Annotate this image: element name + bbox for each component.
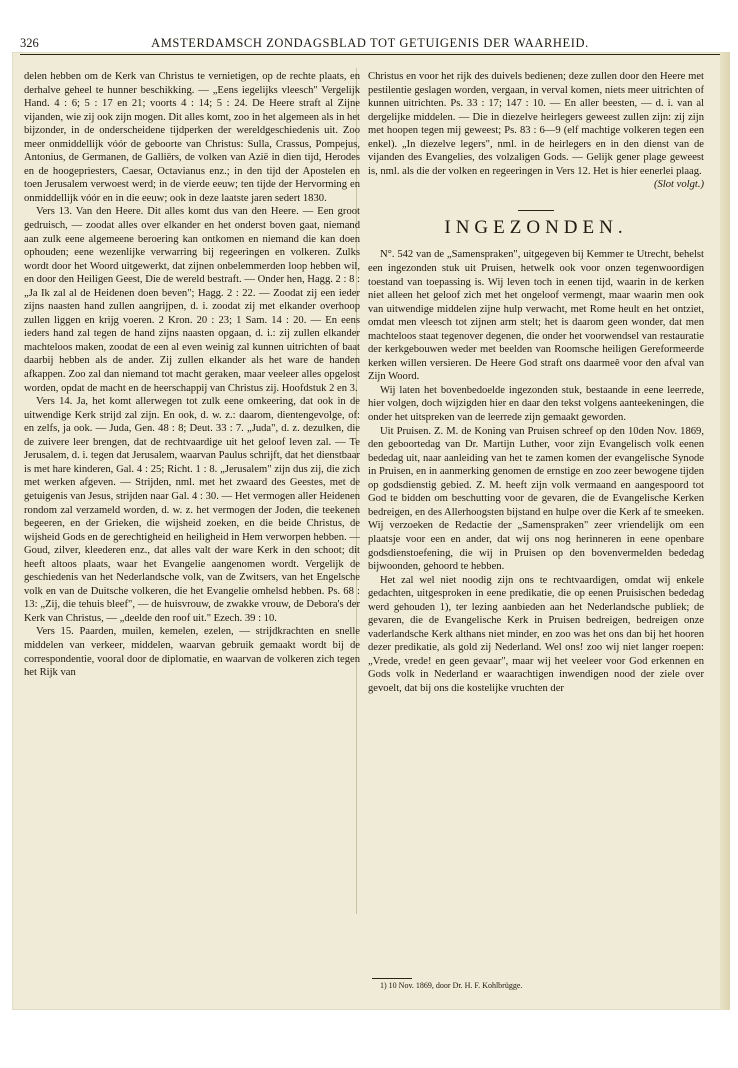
paragraph: Wij laten het bovenbedoelde ingezonden stuk, bestaande in eene leerrede, hier volgen, doch wijzigden hier en daar den tekst volgens aanteekeningen, die onder het uitspreken van de leerrede zijn gemaakt geworden.	[368, 384, 704, 424]
to-be-continued: (Slot volgt.)	[653, 179, 704, 191]
page-number: 326	[20, 36, 39, 50]
paragraph: Vers 13. Van den Heere. Dit alles komt dus van den Heere. — Een groot gedruisch, — zoodat alles over elkander en het onderst boven gaat, niemand aan zulk eene algemeene beroering kan ontkomen en niemand die kan doen ophouden; eene wezenlijke verwarring bij regeeringen en volkeren. Zulks wordt door het Woord uitgewerkt, dat zijnen onbelemmerden loop hebben wil, en door den Heiligen Geest, Die de wereld bestraft. — Onder hen, Hagg. 2 : 8 : „Ja Ik zal al de Heidenen doen beven"; Hagg. 2 : 22. — Zoodat zij een ieder zijns naasten hand zullen aangrijpen, d. i. zoodat zij met elkander overhoop zullen liggen en krijg voeren. 2 Kron. 20 : 23; 1 Sam. 14 : 20. — En eens ieders hand zal tegen de hand zijns naasten opgaan, d. i.: zij zullen elkander machteloos maken, zoodat de een al even weinig zal kunnen uitrichten of baat daarbij hebben als de ander. Zij zullen elkander als het ware de handen afkappen. Zoo zal dan niemand tot macht geraken, maar veeleer alles opgelost worden, opdat de macht en de heerschappij van Christus zij. Hoofdstuk 2 en 3.	[24, 206, 360, 394]
section-title: INGEZONDEN.	[368, 210, 704, 235]
right-column	[368, 70, 704, 696]
page-header	[20, 34, 720, 55]
running-title: AMSTERDAMSCH ZONDAGSBLAD TOT GETUIGENIS DER WAARHEID.	[151, 36, 589, 50]
paragraph: Vers 14. Ja, het komt allerwegen tot zulk eene omkeering, dat ook in de uitwendige Kerk strijd zal zijn. En ook, d. w. z.: daarom, dientengevolge, of: en zelfs, ja ook. — Juda, Gen. 48 : 8; Deut. 33 : 7. „Juda", d. z. dezulken, die de zuivere leer brengen, dat de rechtvaardige uit het geloof leven zal. — Te Jerusalem, d. i. tegen dat Jerusalem, waarvan Paulus schrijft, dat het dienstbaar is met hare kinderen, Gal. 4 : 25; Richt. 1 : 8. „Jerusalem" zijn dus zij, die zich met werken afgeven. — Strijden, nml. met het zwaard des Geestes, met de getuigenis van Jesus, strijden naar Gal. 4 : 30. — Het vermogen aller Heidenen rondom zal verzameld worden, d. w. z. het vermogen der Joden, die teekenen begeeren, en der Grieken, die wijsheid zoeken, en die beide Christus, de wijsheid Gods en de gerechtigheid en heiligheid in Hem verworpen hebben. — Goud, zilver, kleederen enz., dat alles valt der ware Kerk in den schoot; dit heeft altoos plaats, waar het Evangelie aangenomen wordt. Vergelijk de geschiedenis van het Nederlandsche volk, van de Zwitsers, van het Engelsche volk en van de Duitsche volkeren, die het Evangelie omhelsd hebben. Ps. 68 : 13: „Zij, die tehuis bleef", — de huisvrouw, de zwakke vrouw, de Debora's der Kerk van Christus, — „deelde den roof uit." Ezech. 39 : 10.	[24, 396, 360, 624]
paragraph: delen hebben om de Kerk van Christus te vernietigen, op de rechte plaats, en derhalve geheel te hunner beschikking. — „Eens iegelijks vleesch" Vergelijk Hand. 4 : 6; 5 : 17 en 21; voorts 4 : 14; 5 : 24. De Heere straft al Zijne vijanden, wie zij ook zijn mogen. Dit alles komt, zoo in het algemeen als in het bijzonder, in de onderscheidene tijdperken der wereldgeschiedenis uit. Zoo meer onmiddellijk vóór de geboorte van Christus: Sulla, Crassus, Pompejus, Antonius, de Germanen, de Galliërs, de volken van Azië in dien tijd, Herodes en de hoogepriesters, Caesar, Octavianus enz.; in den tijd der Apostelen en toen Jerusalem verwoest werd; in de vierde eeuw; ten tijde der Hervorming en onmiddellijk vóór en in die eeuw; ook in deze laatste jaren sedert 1830.	[24, 71, 360, 204]
paragraph: N°. 542 van de „Samenspraken", uitgegeven bij Kemmer te Utrecht, behelst een ingezonden stuk uit Pruisen, hetwelk ook voor onzen tegenwoordigen toestand van toepassing is. Wij leven toch in eenen tijd, waarin in de kerken niet alleen het geloof zich met het ongeloof vermengt, maar waarin men ook van uitwendige middelen zijne hulp verwacht, met Rome heult en het ontziet, omdat men vleesch tot zijnen arm stelt; het is daarom geen wonder, dat men machteloos staat tegenover degenen, die onder het voorwendsel van restauratie der kerkgebouwen weder met beelden van Roomsche heiligen Gereformeerde kerken willen versieren. De Heere God straft ons daarmeê voor den afval van Zijn Woord.	[368, 249, 704, 383]
footnote-rule	[372, 978, 412, 979]
paragraph: Christus en voor het rijk des duivels bedienen; deze zullen door den Heere met pestilentie geslagen worden, vergaan, in verval komen, niets meer uitrichten of kunnen uitrichten. Ps. 33 : 17; 147 : 10. — En aller beesten, — d. i. van al dergelijke middelen. — Die in diezelve heirlegers geweest zullen zijn: zij zijn met hoopen tegen mij geweest; Ps. 83 : 6—9 (elf machtige volkeren tegen een enkel). „In diezelve legers", nml. in de heirlegers en in den dienst van de vijanden des Evangelies, des volzaligen Gods. — Gelijk gener plage geweest is, nml. als die der volken en regeeringen in Vers 12. Het is hier eenerlei plaag.	[368, 71, 704, 177]
footnote: 1) 10 Nov. 1869, door Dr. H. F. Kohlbrügge.	[380, 981, 523, 990]
paragraph: Het zal wel niet noodig zijn ons te rechtvaardigen, omdat wij enkele gedachten, uitgesproken in eene predikatie, die op eenen Pruisischen bededag werd gehouden 1), ter lezing aanbieden aan het Nederlandsche publiek; de gevaren, die de Evangelische Kerk in Pruisen bedreigen, bedreigen onze vaderlandsche Kerk althans niet minder, en zoo was het ons dan bij het hooren dezer predikatie, als gold zij Nederland. Wel ons! zoo wij niet langer roepen: „Vrede, vrede! en geen gevaar", maar wij het veeleer voor God erkennen en Gods volk in Nederland er waarachtigen inwendigen nood der ziele over gevoelt, dat bij ons die kostelijke vruchten der	[368, 574, 704, 694]
paragraph: Vers 15. Paarden, muilen, kemelen, ezelen, — strijdkrachten en snelle middelen van verkeer, middelen, waarvan gebruik gemaakt wordt bij de correspondentie, vooral door de diplomatie, en waarvan de volkeren zich tegen het Rijk van	[24, 626, 360, 679]
left-column	[24, 70, 360, 680]
page-edge	[720, 52, 730, 1010]
paragraph: Uit Pruisen. Z. M. de Koning van Pruisen schreef op den 10den Nov. 1869, den geboortedag van Dr. Martijn Luther, voor zijn Evangelisch volk eenen bededag uit, naar aanleiding van het te zamen komen der evangelische Synode in Pruisen, en in aanmerking genomen de ernstige en zoo zeer bewogene tijden op godsdienstig gebied. Z. M. heeft zijn volk vermaand en aangespoord tot God te bidden om beschutting voor de gevaren, die de Evangelische Kerken bedreigen, en des Allerhoogsten bijstand en hulpe over die Kerk af te smeeken. Wij verzoeken de Redactie der „Samenspraken" zeer vriendelijk om een plaatsje voor een en ander, dat wij ons nog herinneren in eene openbare godsdienstoefening, die wij in Pruisen op den bovenvermelden bededag bijwoonden, gehoord te hebben.	[368, 425, 704, 573]
